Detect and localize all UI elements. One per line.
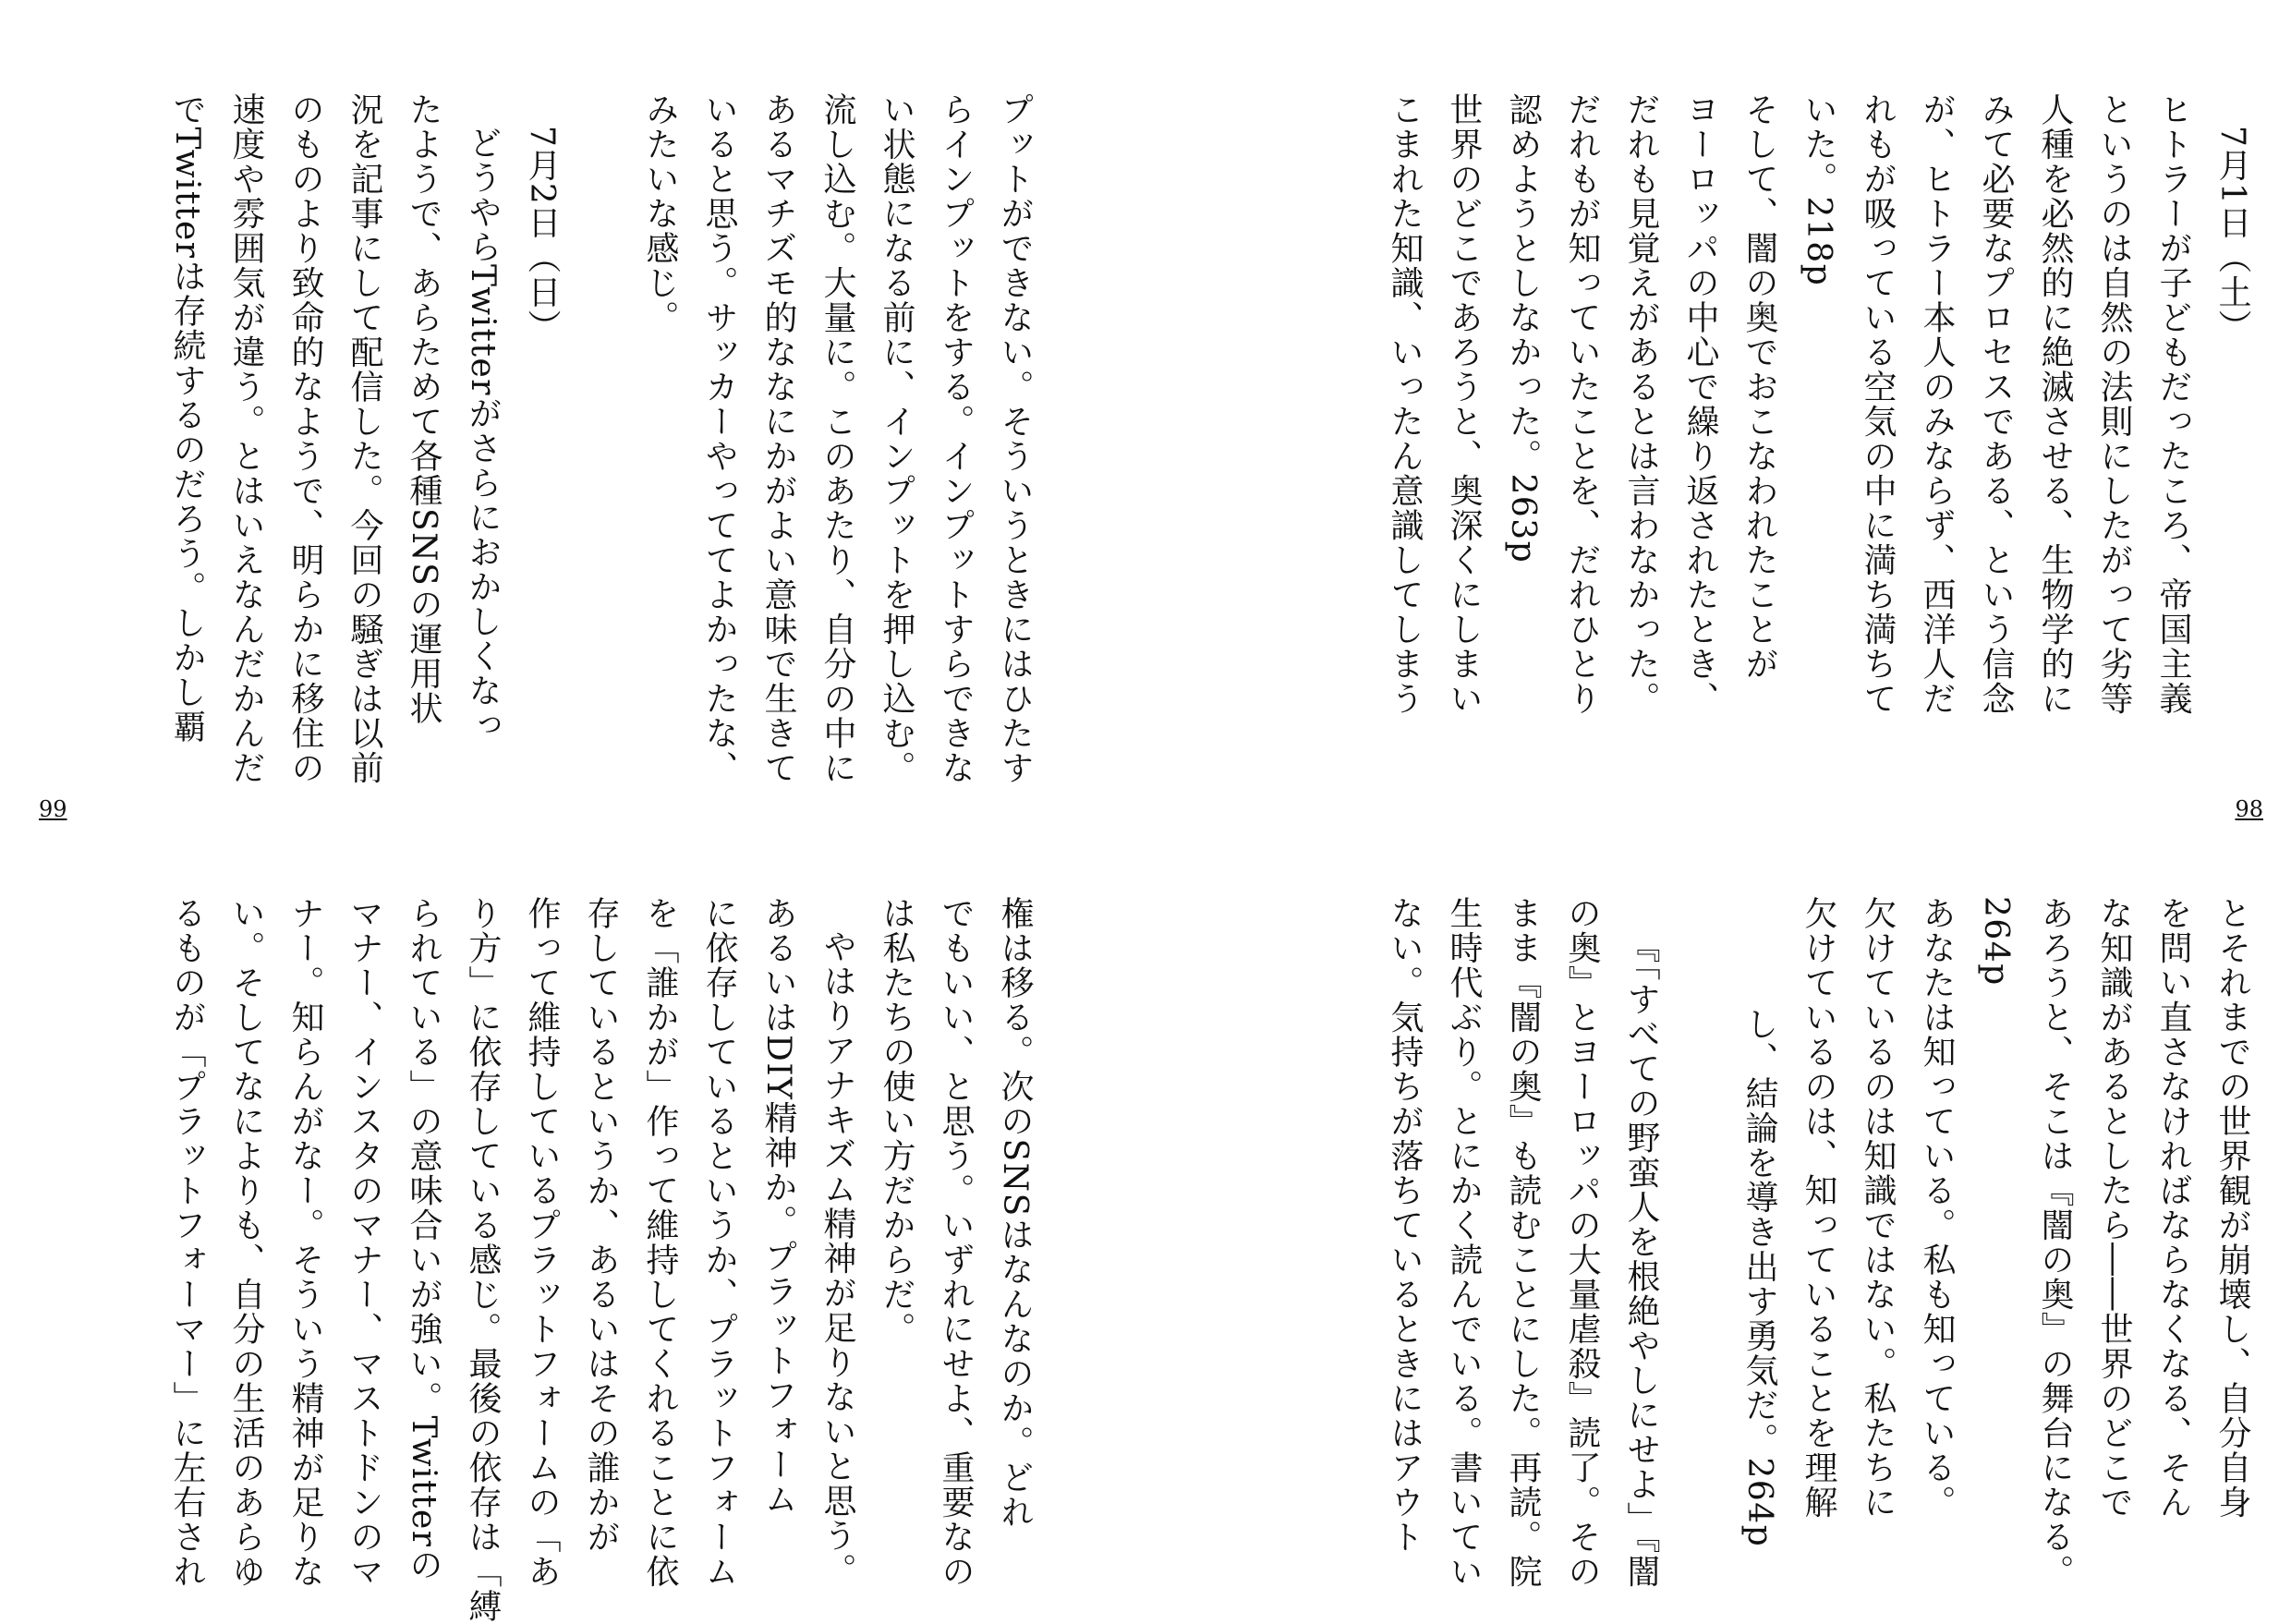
text-line bbox=[571, 92, 630, 776]
text-line: あなたは知っている。私も知っている。 bbox=[1918, 896, 1956, 1520]
text-line: 7月2日（日） bbox=[523, 126, 561, 345]
text-line: ナー。知らんがなー。そういう精神が足りな bbox=[286, 896, 324, 1589]
text-line: 人種を必然的に絶滅させる、生物学的に bbox=[2036, 92, 2074, 716]
text-line: な知識があるとしたら――世界のどこで bbox=[2095, 896, 2133, 1520]
text-line: ヒトラーが子どもだったころ、帝国主義 bbox=[2154, 92, 2192, 716]
text-line: 流し込む。大量に。このあたり、自分の中に bbox=[818, 92, 856, 785]
text-line: い。そしてなによりも、自分の生活のあらゆ bbox=[227, 896, 265, 1589]
text-line: のものより致命的なようで、明らかに移住の bbox=[286, 92, 324, 785]
text-line: 『「すべての野蛮人を根絶やしにせよ」『闇 bbox=[1622, 929, 1660, 1589]
text-line: し、結論を導き出す勇気だ。264p bbox=[1740, 1007, 1778, 1548]
text-line: 存しているというか、あるいはその誰かが bbox=[582, 896, 620, 1555]
text-line: 認めようとしなかった。263p bbox=[1504, 92, 1542, 564]
page-number-right: 98 bbox=[2235, 796, 2263, 822]
text-line: 生時代ぶり。とにかく読んでいる。書いてい bbox=[1445, 896, 1483, 1589]
text-line: というのは自然の法則にしたがって劣等 bbox=[2095, 92, 2133, 716]
text-line: 世界のどこであろうと、奥深くにしまい bbox=[1445, 92, 1483, 716]
text-line: に依存しているというか、プラットフォーム bbox=[700, 896, 738, 1589]
text-line: マナー、インスタのマナー、マストドンのマ bbox=[345, 896, 383, 1589]
text-line: だれもが知っていたことを、だれひとり bbox=[1563, 92, 1601, 716]
text-line: 欠けているのは、知っていることを理解 bbox=[1800, 896, 1837, 1520]
page-number-left: 99 bbox=[39, 796, 67, 822]
text-line: どうやらTwitterがさらにおかしくなっ bbox=[464, 126, 502, 744]
text-line: いた。218p bbox=[1800, 92, 1837, 287]
left-page-bottom-text bbox=[157, 896, 1044, 1624]
text-line: あるいはDIY精神か。プラットフォーム bbox=[759, 896, 797, 1517]
text-line: るものが「プラットフォーマー」に左右され bbox=[168, 896, 206, 1589]
text-line: まま『闇の奥』も読むことにした。再読。院 bbox=[1504, 896, 1542, 1589]
page-98 bbox=[1146, 0, 2291, 1615]
text-line: 速度や雰囲気が違う。とはいえなんだかんだ bbox=[227, 92, 265, 785]
text-line: を「誰かが」作って維持してくれることに依 bbox=[641, 896, 679, 1589]
text-line: は私たちの使い方だからだ。 bbox=[878, 896, 915, 1347]
text-line: 264p bbox=[1977, 896, 2015, 987]
text-line: の奥』とヨーロッパの大量虐殺』読了。その bbox=[1563, 896, 1601, 1589]
text-line: り方」に依存している感じ。最後の依存は「縛 bbox=[464, 896, 502, 1624]
text-line: プットができない。そういうときにはひたす bbox=[996, 92, 1034, 785]
text-line: いると思う。サッカーやっててよかったな、 bbox=[700, 92, 738, 785]
text-line: たようで、あらためて各種SNSの運用状 bbox=[405, 92, 442, 726]
text-line: こまれた知識、いったん意識してしまう bbox=[1386, 92, 1424, 716]
right-page-bottom-text bbox=[1386, 896, 2261, 1589]
text-line: られている」の意味合いが強い。Twitterの bbox=[405, 896, 442, 1583]
text-line: 作って維持しているプラットフォームの「あ bbox=[523, 896, 561, 1589]
text-line: れもが吸っている空気の中に満ち満ちて bbox=[1859, 92, 1897, 716]
text-line: 権は移る。次のSNSはなんなのか。どれ bbox=[996, 896, 1034, 1530]
text-line: 7月1日（土） bbox=[2213, 126, 2251, 345]
text-line: でもいい、と思う。いずれにせよ、重要なの bbox=[937, 896, 975, 1589]
text-line: らインプットをする。インプットすらできな bbox=[937, 92, 975, 785]
text-line: い状態になる前に、インプットを押し込む。 bbox=[878, 92, 915, 785]
text-line: を問い直さなければならなくなる、そん bbox=[2154, 896, 2192, 1520]
text-line: でTwitterは存続するのだろう。しかし覇 bbox=[168, 92, 206, 745]
text-line: そして、闇の奥でおこなわれたことが bbox=[1740, 92, 1778, 682]
text-line: あるマチズモ的ななにかがよい意味で生きて bbox=[759, 92, 797, 785]
text-line: みたいな感じ。 bbox=[641, 92, 679, 335]
text-line: が、ヒトラー本人のみならず、西洋人だ bbox=[1918, 92, 1956, 716]
text-line bbox=[1670, 896, 1729, 1524]
text-line: やはりアナキズム精神が足りないと思う。 bbox=[818, 929, 856, 1588]
text-line: ない。気持ちが落ちているときにはアウト bbox=[1386, 896, 1424, 1555]
right-page-top-text bbox=[1386, 92, 2261, 776]
text-line: だれも見覚えがあるとは言わなかった。 bbox=[1622, 92, 1660, 716]
text-line: とそれまでの世界観が崩壊し、自分自身 bbox=[2213, 896, 2251, 1520]
left-page-top-text bbox=[157, 92, 1044, 785]
text-line: ヨーロッパの中心で繰り返されたとき、 bbox=[1681, 92, 1719, 716]
text-line: あろうと、そこは『闇の奥』の舞台になる。 bbox=[2036, 896, 2074, 1589]
text-line: 況を記事にして配信した。今回の騒ぎは以前 bbox=[345, 92, 383, 785]
text-line: 欠けているのは知識ではない。私たちに bbox=[1859, 896, 1897, 1520]
text-line: みて必要なプロセスである、という信念 bbox=[1977, 92, 2015, 716]
